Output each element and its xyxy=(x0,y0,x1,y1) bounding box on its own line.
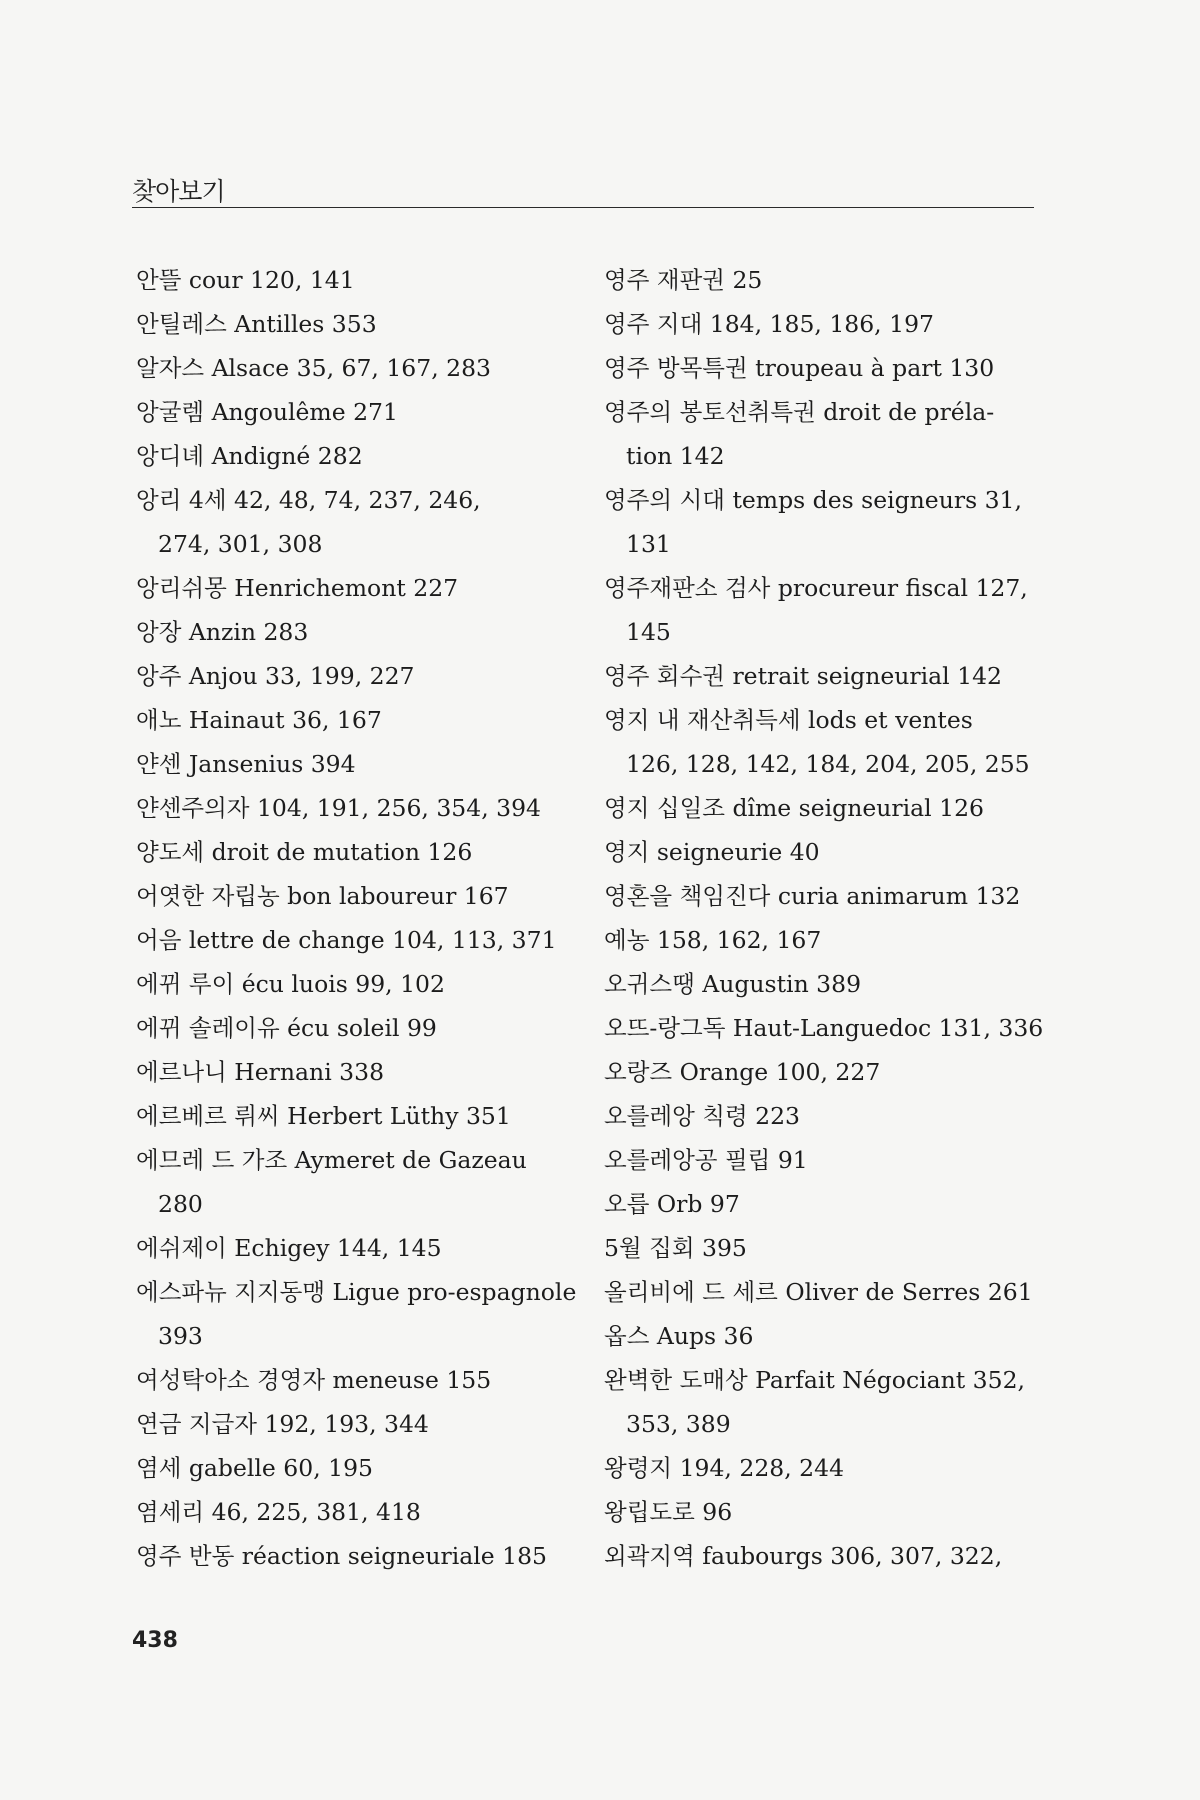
header-rule xyxy=(132,207,1034,208)
index-entry: 에뀌 솔레이유 écu soleil 99 xyxy=(136,1014,437,1042)
index-entry: 올리비에 드 세르 Oliver de Serres 261 xyxy=(604,1278,1033,1306)
index-entry: 영주 방목특권 troupeau à part 130 xyxy=(604,354,995,382)
index-entry: 얀센주의자 104, 191, 256, 354, 394 xyxy=(136,794,542,822)
index-entry: 양도세 droit de mutation 126 xyxy=(136,838,473,866)
index-entry: 에뀌 루이 écu luois 99, 102 xyxy=(136,970,445,998)
index-entry: 영주의 봉토선취특권 droit de préla- xyxy=(604,398,995,426)
index-entry: 에스파뉴 지지동맹 Ligue pro-espagnole xyxy=(136,1278,577,1306)
right-index-column xyxy=(604,258,1044,1578)
index-entry: 영지 십일조 dîme seigneurial 126 xyxy=(604,794,984,822)
index-entry: 왕립도로 96 xyxy=(604,1498,733,1526)
index-entry: 영주 회수권 retrait seigneurial 142 xyxy=(604,662,1003,690)
index-entry: 연금 지급자 192, 193, 344 xyxy=(136,1410,429,1438)
index-entry: 오랑즈 Orange 100, 227 xyxy=(604,1058,881,1086)
index-entry-continuation: 280 xyxy=(158,1190,203,1218)
index-entry: 염세 gabelle 60, 195 xyxy=(136,1454,373,1482)
index-entry: 알자스 Alsace 35, 67, 167, 283 xyxy=(136,354,492,382)
index-entry: 오뜨-랑그독 Haut-Languedoc 131, 336 xyxy=(604,1014,1044,1042)
index-entry: 오릅 Orb 97 xyxy=(604,1190,740,1218)
index-entry: 영주 지대 184, 185, 186, 197 xyxy=(604,310,934,338)
index-entry: 앙리 4세 42, 48, 74, 237, 246, xyxy=(136,486,481,514)
index-entry: 오를레앙 칙령 223 xyxy=(604,1102,801,1130)
left-index-column xyxy=(136,258,576,1578)
index-entry: 영주 재판권 25 xyxy=(604,266,763,294)
index-entry: 어엿한 자립농 bon laboureur 167 xyxy=(136,882,509,910)
index-entry-continuation: tion 142 xyxy=(626,442,725,470)
index-entry: 왕령지 194, 228, 244 xyxy=(604,1454,845,1482)
index-entry: 안틸레스 Antilles 353 xyxy=(136,310,377,338)
index-entry: 앙굴렘 Angoulême 271 xyxy=(136,398,398,426)
page-number: 438 xyxy=(132,1628,178,1653)
index-entry-continuation: 131 xyxy=(626,530,671,558)
index-entry: 영혼을 책임진다 curia animarum 132 xyxy=(604,882,1021,910)
index-entry-continuation: 126, 128, 142, 184, 204, 205, 255 xyxy=(626,750,1030,778)
index-entry: 염세리 46, 225, 381, 418 xyxy=(136,1498,421,1526)
index-entry: 앙장 Anzin 283 xyxy=(136,618,309,646)
index-entry-continuation: 353, 389 xyxy=(626,1410,731,1438)
index-entry: 완벽한 도매상 Parfait Négociant 352, xyxy=(604,1366,1026,1394)
index-entry: 외곽지역 faubourgs 306, 307, 322, xyxy=(604,1542,1003,1570)
index-entry: 영주재판소 검사 procureur fiscal 127, xyxy=(604,574,1028,602)
index-entry: 옵스 Aups 36 xyxy=(604,1322,754,1350)
index-entry: 애노 Hainaut 36, 167 xyxy=(136,706,382,734)
index-entry: 영주의 시대 temps des seigneurs 31, xyxy=(604,486,1022,514)
index-entry: 오를레앙공 필립 91 xyxy=(604,1146,808,1174)
index-entry: 예농 158, 162, 167 xyxy=(604,926,822,954)
running-head: 찾아보기 xyxy=(132,177,225,206)
index-entry: 여성탁아소 경영자 meneuse 155 xyxy=(136,1366,492,1394)
index-entry: 얀센 Jansenius 394 xyxy=(136,750,356,778)
index-entry: 어음 lettre de change 104, 113, 371 xyxy=(136,926,557,954)
index-entry: 안뜰 cour 120, 141 xyxy=(136,266,355,294)
index-entry-continuation: 393 xyxy=(158,1322,203,1350)
index-entry: 에르나니 Hernani 338 xyxy=(136,1058,385,1086)
index-entry: 5월 집회 395 xyxy=(604,1234,747,1262)
index-entry: 영지 seigneurie 40 xyxy=(604,838,820,866)
index-entry-continuation: 145 xyxy=(626,618,671,646)
index-entry: 앙리쉬몽 Henrichemont 227 xyxy=(136,574,459,602)
index-entry: 에르베르 뤼씨 Herbert Lüthy 351 xyxy=(136,1102,511,1130)
index-entry: 에므레 드 가조 Aymeret de Gazeau xyxy=(136,1146,527,1174)
index-entry: 오귀스땡 Augustin 389 xyxy=(604,970,862,998)
index-entry: 앙디녜 Andigné 282 xyxy=(136,442,363,470)
index-entry: 영지 내 재산취득세 lods et ventes xyxy=(604,706,973,734)
index-entry: 영주 반동 réaction seigneuriale 185 xyxy=(136,1542,547,1570)
index-entry: 에쉬제이 Echigey 144, 145 xyxy=(136,1234,442,1262)
index-entry: 앙주 Anjou 33, 199, 227 xyxy=(136,662,415,690)
index-entry-continuation: 274, 301, 308 xyxy=(158,530,323,558)
